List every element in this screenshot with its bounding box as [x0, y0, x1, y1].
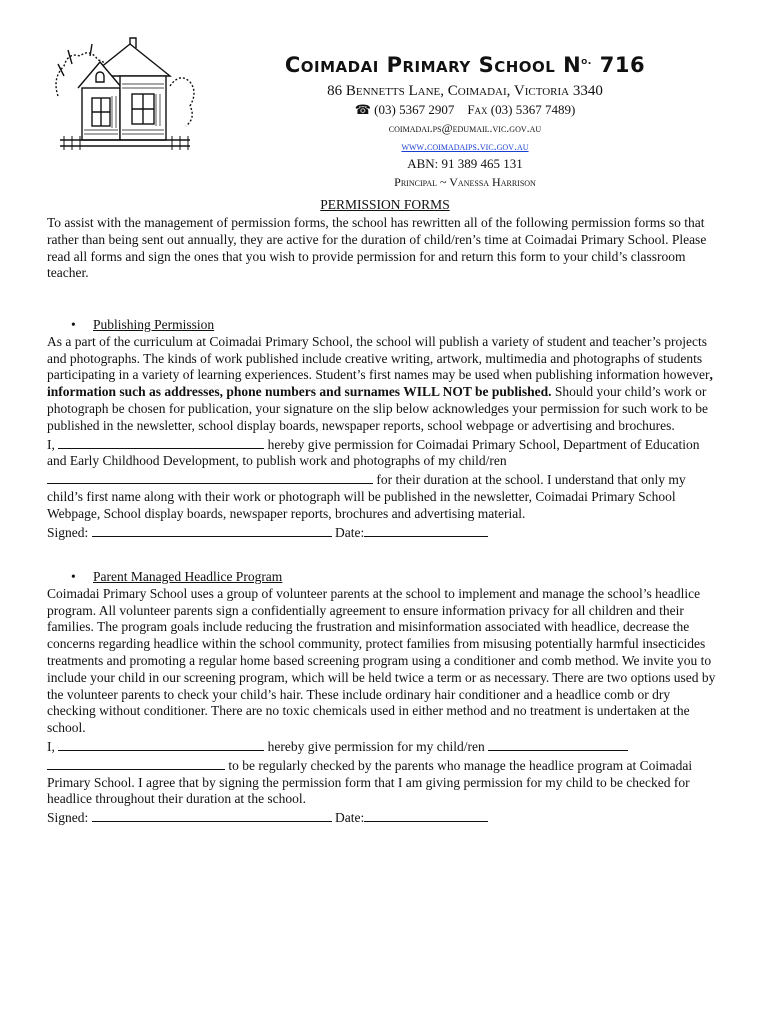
intro-paragraph: To assist with the management of permission forms, the school has rewritten all of the following permission forms so that rather than being sent out annually, they are active for the duration of child/ren’s time at Coimadai Primary School. Please read all forms and sign the ones that you wish to provide permission for and return this form to your child’s classroom teacher.: [47, 215, 707, 281]
school-letterhead: [240, 48, 690, 191]
fax-number: Fax (03) 5367 7489): [467, 102, 576, 117]
school-email: coimadai.ps@edumail.vic.gov.au: [388, 121, 542, 135]
child-name-field[interactable]: [488, 737, 628, 751]
child-name-field[interactable]: [47, 470, 373, 484]
bullet-icon: •: [71, 317, 76, 332]
date-field[interactable]: [364, 523, 488, 537]
publishing-consent: I, hereby give permission for Coimadai Primary School, Department of Education and Early Childhood Development, to publish work and photographs of my child/ren for their duration at the school. I understand that only my child’s first name along with their work or photograph will be published in the newsletter, Coimadai Primary School Webpage, School display boards, newspaper reports, brochures and advertising material.: [47, 436, 700, 521]
headlice-program-section: [47, 569, 721, 827]
school-principal: Principal ~ Vanessa Harrison: [394, 175, 536, 189]
document-title: PERMISSION FORMS: [320, 197, 450, 212]
signature-field[interactable]: [92, 808, 332, 822]
school-address: 86 Bennetts Lane, Coimadai, Victoria 3340: [327, 83, 603, 99]
school-building-logo: [50, 36, 200, 156]
school-name: Coimadai Primary School $N^{o.}$ 716: [284, 53, 646, 77]
publishing-heading: • Publishing Permission: [71, 317, 215, 332]
publishing-body: As a part of the curriculum at Coimadai Primary School, the school will publish a variety of student and teacher’s projects and photographs. The kinds of work published include creative writing, artwork, multimedia and photographs of students participating in a variety of learning experiences. Student’s first names may be used when publishing information however, information such as addresses, phone numbers and surnames WILL NOT be published. Should your child’s work or photograph be chosen for publication, your signature on the slip below acknowledges your permission for such work to be published in the newsletter, school display boards, newspaper reports, school webpage or advertising and brochures.: [47, 333, 713, 433]
telephone-icon: ☎: [354, 102, 371, 117]
parent-name-field[interactable]: [58, 737, 264, 751]
parent-name-field[interactable]: [58, 435, 264, 449]
school-website-link[interactable]: www.coimadaips.vic.gov.au: [401, 139, 529, 153]
bullet-icon: •: [71, 569, 76, 584]
signature-field[interactable]: [92, 523, 332, 537]
headlice-body: Coimadai Primary School uses a group of volunteer parents at the school to implement and manage the school’s headlice program. All volunteer parents sign a confidentially agreement to ensure information privacy for all children and their families. The program goals include reducing the frustration and misinformation associated with headlice, decrease the concerns regarding headlice within the school community, protect families from misusing potentially harmful insecticides treatments and promoting a regular home based screening program using a conditioner and comb method. We invite you to include your child in our screening program, which will be held twice a term or as necessary. There are two options used by the volunteer parents to check your child’s hair. These include ordinary hair conditioner and a headlice comb or dry checking without conditioner. There are no toxic chemicals used in either method and no treatment is undertaken at the school.: [47, 585, 716, 736]
publishing-permission-section: [47, 317, 721, 541]
phone-number: (03) 5367 2907: [374, 102, 455, 117]
headlice-heading: • Parent Managed Headlice Program: [71, 569, 283, 584]
contact-phone-fax: [240, 101, 690, 119]
child-name-field-continued[interactable]: [47, 756, 225, 770]
headlice-consent: I, hereby give permission for my child/ren to be regularly checked by the parents who manage the headlice program at Coimadai Primary School. I agree that by signing the permission form that I am giving permission for my child to be checked for headlice throughout their duration at the school.: [47, 738, 693, 807]
school-abn: ABN: 91 389 465 131: [407, 156, 523, 171]
date-field[interactable]: [364, 808, 488, 822]
publishing-signature-line: Signed: Date:: [47, 523, 721, 542]
headlice-signature-line: Signed: Date:: [47, 808, 721, 827]
